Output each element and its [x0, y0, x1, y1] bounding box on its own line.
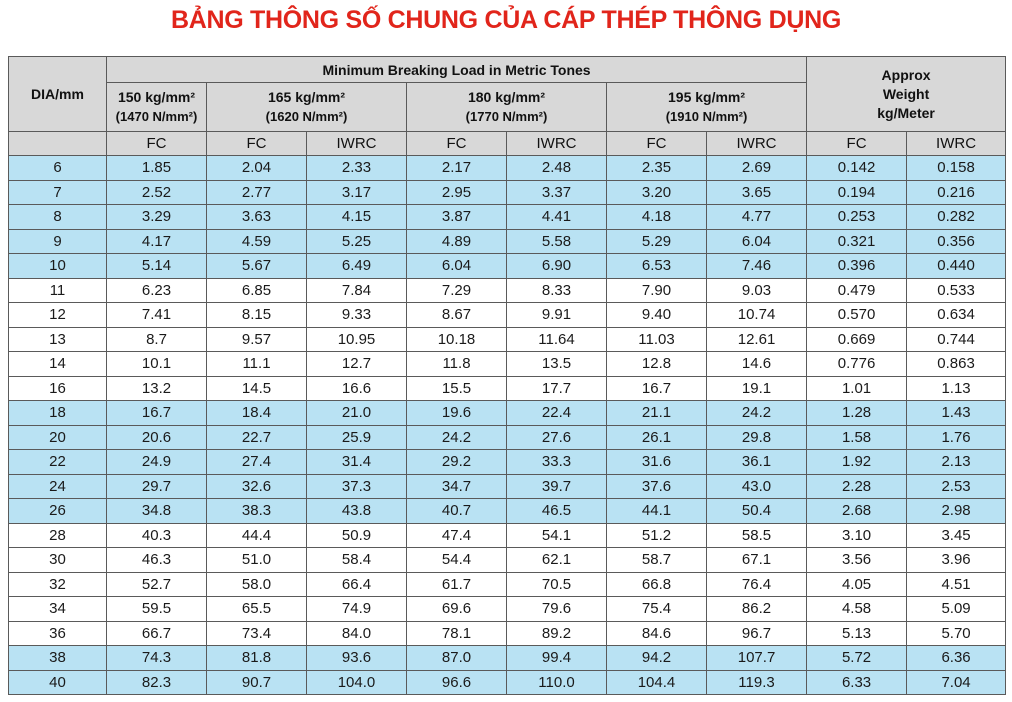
grade-header-180	[407, 83, 607, 132]
value-cell: 20.6	[107, 425, 207, 450]
value-cell: 2.77	[207, 180, 307, 205]
value-cell: 8.33	[507, 278, 607, 303]
value-cell: 40.3	[107, 523, 207, 548]
value-cell: 12.7	[307, 352, 407, 377]
value-cell: 75.4	[607, 597, 707, 622]
value-cell: 81.8	[207, 646, 307, 671]
value-cell: 51.2	[607, 523, 707, 548]
value-cell: 0.669	[807, 327, 907, 352]
value-cell: 7.84	[307, 278, 407, 303]
table-row	[9, 670, 1006, 695]
value-cell: 66.8	[607, 572, 707, 597]
value-cell: 70.5	[507, 572, 607, 597]
dia-cell: 10	[9, 254, 107, 279]
value-cell: 8.15	[207, 303, 307, 328]
value-cell: 2.68	[807, 499, 907, 524]
value-cell: 34.7	[407, 474, 507, 499]
value-cell: 66.7	[107, 621, 207, 646]
value-cell: 82.3	[107, 670, 207, 695]
table-row	[9, 425, 1006, 450]
value-cell: 1.58	[807, 425, 907, 450]
dia-cell: 8	[9, 205, 107, 230]
value-cell: 5.58	[507, 229, 607, 254]
value-cell: 9.91	[507, 303, 607, 328]
weight-header-line: Weight	[882, 85, 930, 102]
value-cell: 59.5	[107, 597, 207, 622]
value-cell: 1.85	[107, 156, 207, 181]
value-cell: 37.3	[307, 474, 407, 499]
value-cell: 9.40	[607, 303, 707, 328]
value-cell: 7.41	[107, 303, 207, 328]
value-cell: 3.37	[507, 180, 607, 205]
value-cell: 2.28	[807, 474, 907, 499]
value-cell: 50.9	[307, 523, 407, 548]
value-cell: 24.2	[407, 425, 507, 450]
table-row	[9, 523, 1006, 548]
value-cell: 0.570	[807, 303, 907, 328]
value-cell: 99.4	[507, 646, 607, 671]
value-cell: 43.0	[707, 474, 807, 499]
value-cell: 0.158	[907, 156, 1006, 181]
value-cell: 3.65	[707, 180, 807, 205]
value-cell: 6.90	[507, 254, 607, 279]
value-cell: 1.76	[907, 425, 1006, 450]
value-cell: 0.253	[807, 205, 907, 230]
dia-cell: 6	[9, 156, 107, 181]
grade-n: (1470 N/mm²)	[115, 109, 198, 124]
dia-cell: 28	[9, 523, 107, 548]
value-cell: 11.8	[407, 352, 507, 377]
value-cell: 3.10	[807, 523, 907, 548]
value-cell: 5.29	[607, 229, 707, 254]
dia-cell: 22	[9, 450, 107, 475]
value-cell: 58.0	[207, 572, 307, 597]
value-cell: 11.1	[207, 352, 307, 377]
value-cell: 26.1	[607, 425, 707, 450]
value-cell: 40.7	[407, 499, 507, 524]
value-cell: 7.90	[607, 278, 707, 303]
value-cell: 104.0	[307, 670, 407, 695]
value-cell: 2.17	[407, 156, 507, 181]
value-cell: 6.53	[607, 254, 707, 279]
subheader-cell: IWRC	[307, 132, 407, 156]
dia-cell: 16	[9, 376, 107, 401]
value-cell: 0.744	[907, 327, 1006, 352]
value-cell: 4.89	[407, 229, 507, 254]
dia-cell: 7	[9, 180, 107, 205]
value-cell: 65.5	[207, 597, 307, 622]
wire-rope-spec-table	[8, 56, 1006, 695]
value-cell: 2.13	[907, 450, 1006, 475]
table-row	[9, 450, 1006, 475]
value-cell: 4.51	[907, 572, 1006, 597]
dia-cell: 13	[9, 327, 107, 352]
value-cell: 4.17	[107, 229, 207, 254]
value-cell: 6.33	[807, 670, 907, 695]
grade-header-165	[207, 83, 407, 132]
grade-kg: 150 kg/mm²	[117, 89, 196, 105]
value-cell: 19.1	[707, 376, 807, 401]
value-cell: 9.33	[307, 303, 407, 328]
value-cell: 54.4	[407, 548, 507, 573]
value-cell: 14.6	[707, 352, 807, 377]
value-cell: 5.67	[207, 254, 307, 279]
value-cell: 5.09	[907, 597, 1006, 622]
value-cell: 4.77	[707, 205, 807, 230]
grade-n: (1770 N/mm²)	[465, 109, 548, 124]
dia-cell: 26	[9, 499, 107, 524]
value-cell: 9.03	[707, 278, 807, 303]
value-cell: 73.4	[207, 621, 307, 646]
subheader-cell: IWRC	[707, 132, 807, 156]
value-cell: 10.74	[707, 303, 807, 328]
value-cell: 0.479	[807, 278, 907, 303]
table-row	[9, 352, 1006, 377]
value-cell: 46.3	[107, 548, 207, 573]
value-cell: 54.1	[507, 523, 607, 548]
value-cell: 5.72	[807, 646, 907, 671]
value-cell: 5.14	[107, 254, 207, 279]
value-cell: 16.6	[307, 376, 407, 401]
value-cell: 4.59	[207, 229, 307, 254]
table-row	[9, 401, 1006, 426]
value-cell: 58.7	[607, 548, 707, 573]
value-cell: 96.6	[407, 670, 507, 695]
grade-header-195	[607, 83, 807, 132]
value-cell: 93.6	[307, 646, 407, 671]
value-cell: 36.1	[707, 450, 807, 475]
table-row	[9, 376, 1006, 401]
table-body	[9, 156, 1006, 695]
table-row	[9, 327, 1006, 352]
table-row	[9, 254, 1006, 279]
value-cell: 84.0	[307, 621, 407, 646]
value-cell: 4.05	[807, 572, 907, 597]
value-cell: 4.15	[307, 205, 407, 230]
value-cell: 0.533	[907, 278, 1006, 303]
value-cell: 37.6	[607, 474, 707, 499]
grade-header-150	[107, 83, 207, 132]
value-cell: 0.321	[807, 229, 907, 254]
page-title: BẢNG THÔNG SỐ CHUNG CỦA CÁP THÉP THÔNG DỤNG	[171, 6, 841, 34]
value-cell: 24.2	[707, 401, 807, 426]
dia-cell: 32	[9, 572, 107, 597]
dia-cell: 12	[9, 303, 107, 328]
table-row	[9, 205, 1006, 230]
value-cell: 38.3	[207, 499, 307, 524]
subheader-cell: IWRC	[907, 132, 1006, 156]
value-cell: 6.04	[707, 229, 807, 254]
dia-cell: 11	[9, 278, 107, 303]
dia-cell: 38	[9, 646, 107, 671]
value-cell: 19.6	[407, 401, 507, 426]
value-cell: 3.96	[907, 548, 1006, 573]
table-row	[9, 180, 1006, 205]
table-row	[9, 474, 1006, 499]
value-cell: 0.396	[807, 254, 907, 279]
value-cell: 0.356	[907, 229, 1006, 254]
value-cell: 0.440	[907, 254, 1006, 279]
value-cell: 2.95	[407, 180, 507, 205]
value-cell: 43.8	[307, 499, 407, 524]
value-cell: 12.8	[607, 352, 707, 377]
value-cell: 74.9	[307, 597, 407, 622]
value-cell: 51.0	[207, 548, 307, 573]
value-cell: 44.4	[207, 523, 307, 548]
value-cell: 1.92	[807, 450, 907, 475]
value-cell: 7.29	[407, 278, 507, 303]
grade-kg: 180 kg/mm²	[467, 89, 546, 105]
value-cell: 2.53	[907, 474, 1006, 499]
subheader-cell: FC	[807, 132, 907, 156]
value-cell: 0.142	[807, 156, 907, 181]
value-cell: 6.49	[307, 254, 407, 279]
weight-header	[807, 57, 1006, 132]
value-cell: 24.9	[107, 450, 207, 475]
value-cell: 104.4	[607, 670, 707, 695]
dia-cell: 18	[9, 401, 107, 426]
grade-kg: 195 kg/mm²	[668, 89, 746, 105]
value-cell: 13.2	[107, 376, 207, 401]
value-cell: 86.2	[707, 597, 807, 622]
subheader-cell: FC	[107, 132, 207, 156]
value-cell: 79.6	[507, 597, 607, 622]
value-cell: 1.13	[907, 376, 1006, 401]
value-cell: 3.17	[307, 180, 407, 205]
value-cell: 107.7	[707, 646, 807, 671]
value-cell: 6.85	[207, 278, 307, 303]
value-cell: 10.95	[307, 327, 407, 352]
value-cell: 22.7	[207, 425, 307, 450]
weight-header-line: kg/Meter	[877, 104, 935, 121]
value-cell: 34.8	[107, 499, 207, 524]
dia-cell: 30	[9, 548, 107, 573]
value-cell: 4.41	[507, 205, 607, 230]
value-cell: 87.0	[407, 646, 507, 671]
value-cell: 96.7	[707, 621, 807, 646]
dia-cell: 14	[9, 352, 107, 377]
value-cell: 2.52	[107, 180, 207, 205]
grade-n: (1910 N/mm²)	[665, 109, 748, 124]
value-cell: 11.64	[507, 327, 607, 352]
value-cell: 25.9	[307, 425, 407, 450]
value-cell: 15.5	[407, 376, 507, 401]
value-cell: 3.45	[907, 523, 1006, 548]
value-cell: 21.1	[607, 401, 707, 426]
value-cell: 2.35	[607, 156, 707, 181]
value-cell: 13.5	[507, 352, 607, 377]
value-cell: 52.7	[107, 572, 207, 597]
dia-subheader-empty	[9, 132, 107, 156]
value-cell: 5.70	[907, 621, 1006, 646]
value-cell: 27.4	[207, 450, 307, 475]
value-cell: 74.3	[107, 646, 207, 671]
value-cell: 90.7	[207, 670, 307, 695]
grade-n: (1620 N/mm²)	[265, 109, 348, 124]
value-cell: 0.194	[807, 180, 907, 205]
value-cell: 78.1	[407, 621, 507, 646]
value-cell: 1.28	[807, 401, 907, 426]
dia-cell: 20	[9, 425, 107, 450]
value-cell: 0.863	[907, 352, 1006, 377]
table-row	[9, 621, 1006, 646]
value-cell: 6.04	[407, 254, 507, 279]
value-cell: 29.7	[107, 474, 207, 499]
value-cell: 0.776	[807, 352, 907, 377]
dia-header: DIA/mm	[9, 57, 107, 132]
value-cell: 31.6	[607, 450, 707, 475]
value-cell: 5.13	[807, 621, 907, 646]
value-cell: 31.4	[307, 450, 407, 475]
value-cell: 3.63	[207, 205, 307, 230]
subheader-cell: IWRC	[507, 132, 607, 156]
table-row	[9, 156, 1006, 181]
value-cell: 4.58	[807, 597, 907, 622]
value-cell: 11.03	[607, 327, 707, 352]
value-cell: 1.43	[907, 401, 1006, 426]
table-row	[9, 229, 1006, 254]
value-cell: 2.69	[707, 156, 807, 181]
dia-cell: 34	[9, 597, 107, 622]
value-cell: 119.3	[707, 670, 807, 695]
weight-header-line: Approx	[881, 66, 931, 83]
dia-cell: 9	[9, 229, 107, 254]
value-cell: 1.01	[807, 376, 907, 401]
value-cell: 50.4	[707, 499, 807, 524]
dia-cell: 36	[9, 621, 107, 646]
value-cell: 3.20	[607, 180, 707, 205]
table-row	[9, 303, 1006, 328]
table-row	[9, 572, 1006, 597]
value-cell: 10.18	[407, 327, 507, 352]
value-cell: 2.48	[507, 156, 607, 181]
value-cell: 47.4	[407, 523, 507, 548]
value-cell: 27.6	[507, 425, 607, 450]
value-cell: 16.7	[107, 401, 207, 426]
value-cell: 76.4	[707, 572, 807, 597]
value-cell: 10.1	[107, 352, 207, 377]
value-cell: 3.56	[807, 548, 907, 573]
value-cell: 44.1	[607, 499, 707, 524]
table-row	[9, 597, 1006, 622]
value-cell: 7.04	[907, 670, 1006, 695]
value-cell: 89.2	[507, 621, 607, 646]
value-cell: 67.1	[707, 548, 807, 573]
value-cell: 17.7	[507, 376, 607, 401]
value-cell: 58.5	[707, 523, 807, 548]
subheader-cell: FC	[207, 132, 307, 156]
value-cell: 58.4	[307, 548, 407, 573]
value-cell: 33.3	[507, 450, 607, 475]
value-cell: 16.7	[607, 376, 707, 401]
value-cell: 110.0	[507, 670, 607, 695]
value-cell: 0.282	[907, 205, 1006, 230]
value-cell: 7.46	[707, 254, 807, 279]
subheader-cell: FC	[407, 132, 507, 156]
value-cell: 2.33	[307, 156, 407, 181]
table-row	[9, 548, 1006, 573]
value-cell: 66.4	[307, 572, 407, 597]
table-row	[9, 499, 1006, 524]
mbl-header: Minimum Breaking Load in Metric Tones	[107, 57, 807, 83]
dia-cell: 24	[9, 474, 107, 499]
value-cell: 21.0	[307, 401, 407, 426]
value-cell: 6.36	[907, 646, 1006, 671]
value-cell: 69.6	[407, 597, 507, 622]
grade-kg: 165 kg/mm²	[267, 89, 346, 105]
value-cell: 14.5	[207, 376, 307, 401]
dia-cell: 40	[9, 670, 107, 695]
value-cell: 5.25	[307, 229, 407, 254]
value-cell: 4.18	[607, 205, 707, 230]
value-cell: 32.6	[207, 474, 307, 499]
table-row	[9, 646, 1006, 671]
value-cell: 9.57	[207, 327, 307, 352]
value-cell: 84.6	[607, 621, 707, 646]
value-cell: 0.216	[907, 180, 1006, 205]
value-cell: 8.7	[107, 327, 207, 352]
value-cell: 2.04	[207, 156, 307, 181]
value-cell: 3.87	[407, 205, 507, 230]
value-cell: 6.23	[107, 278, 207, 303]
value-cell: 2.98	[907, 499, 1006, 524]
value-cell: 46.5	[507, 499, 607, 524]
value-cell: 61.7	[407, 572, 507, 597]
value-cell: 29.8	[707, 425, 807, 450]
subheader-cell: FC	[607, 132, 707, 156]
value-cell: 8.67	[407, 303, 507, 328]
value-cell: 3.29	[107, 205, 207, 230]
value-cell: 18.4	[207, 401, 307, 426]
table-row	[9, 278, 1006, 303]
value-cell: 39.7	[507, 474, 607, 499]
value-cell: 0.634	[907, 303, 1006, 328]
value-cell: 29.2	[407, 450, 507, 475]
value-cell: 94.2	[607, 646, 707, 671]
value-cell: 12.61	[707, 327, 807, 352]
value-cell: 22.4	[507, 401, 607, 426]
value-cell: 62.1	[507, 548, 607, 573]
